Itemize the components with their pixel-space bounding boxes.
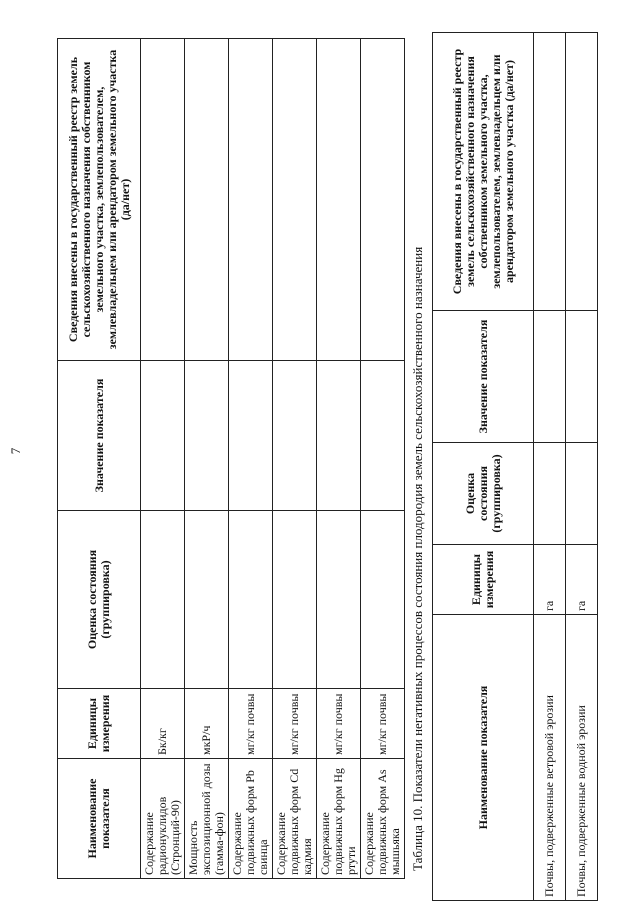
- header-unit: Единицы измерения: [433, 545, 534, 615]
- negative-processes-table: [432, 32, 598, 901]
- cell-registry: [229, 39, 273, 361]
- table-row: [141, 39, 185, 879]
- cell-unit: мкР/ч: [185, 689, 229, 759]
- cell-value: [273, 361, 317, 511]
- cell-name: Мощность экспозиционной дозы (гамма-фон): [185, 759, 229, 879]
- header-registry: Сведения внесены в государственный реестр земель сельскохозяйственного назначения собственником земельного участка, землепользователем, землевладельцем или арендатором земельного участка (да/нет): [58, 39, 141, 361]
- cell-unit: мг/кг почвы: [361, 689, 405, 759]
- header-registry: Сведения внесены в государственный реестр земель сельскохозяйственного назначения собственником земельного участка, землепользователем, землевладельцем или арендатором земельного участка (да/нет): [433, 33, 534, 311]
- header-grouping: Оценка состояния (группировка): [433, 443, 534, 545]
- cell-grouping: [566, 443, 598, 545]
- cell-registry: [141, 39, 185, 361]
- cell-registry: [566, 33, 598, 311]
- header-value: Значение показателя: [58, 361, 141, 511]
- table-row: [361, 39, 405, 879]
- cell-unit: мг/кг почвы: [229, 689, 273, 759]
- cell-registry: [534, 33, 566, 311]
- cell-name: Почвы, подверженные водной эрозии: [566, 615, 598, 901]
- radiation-contamination-table: [57, 38, 405, 879]
- table-header-row: [58, 39, 141, 879]
- header-grouping: Оценка состояния (группировка): [58, 511, 141, 689]
- cell-name: Содержание радионуклидов (Стронций-90): [141, 759, 185, 879]
- cell-grouping: [273, 511, 317, 689]
- table-body: [534, 33, 598, 901]
- header-unit: Единицы измерения: [58, 689, 141, 759]
- cell-name: Содержание подвижных форм Pb свинца: [229, 759, 273, 879]
- cell-unit: га: [534, 545, 566, 615]
- cell-grouping: [317, 511, 361, 689]
- table-body: [141, 39, 405, 879]
- header-indicator-name: Наименование показателя: [433, 615, 534, 901]
- cell-unit: Бк/кг: [141, 689, 185, 759]
- cell-unit: мг/кг почвы: [273, 689, 317, 759]
- page-number: 7: [8, 447, 23, 455]
- cell-name: Содержание подвижных форм Hg ртути: [317, 759, 361, 879]
- cell-grouping: [534, 443, 566, 545]
- table-row: [317, 39, 361, 879]
- cell-grouping: [229, 511, 273, 689]
- cell-unit: га: [566, 545, 598, 615]
- cell-value: [361, 361, 405, 511]
- cell-unit: мг/кг почвы: [317, 689, 361, 759]
- cell-value: [229, 361, 273, 511]
- table-row: [229, 39, 273, 879]
- table-row: [566, 33, 598, 901]
- cell-value: [534, 311, 566, 443]
- header-indicator-name: Наименование показателя: [58, 759, 141, 879]
- cell-value: [566, 311, 598, 443]
- cell-registry: [361, 39, 405, 361]
- header-value: Значение показателя: [433, 311, 534, 443]
- table-caption: Таблица 10. Показатели негативных процессов состояния плодородия земель сельскохозяйственного назначения: [410, 246, 425, 871]
- cell-name: Содержание подвижных форм As мышьяка: [361, 759, 405, 879]
- table-row: [534, 33, 566, 901]
- table-header-row: [433, 33, 534, 901]
- cell-value: [317, 361, 361, 511]
- cell-value: [185, 361, 229, 511]
- cell-registry: [185, 39, 229, 361]
- table-row: [273, 39, 317, 879]
- cell-grouping: [185, 511, 229, 689]
- cell-name: Почвы, подверженные ветровой эрозии: [534, 615, 566, 901]
- cell-registry: [317, 39, 361, 361]
- cell-grouping: [361, 511, 405, 689]
- cell-registry: [273, 39, 317, 361]
- cell-name: Содержание подвижных форм Cd кадмия: [273, 759, 317, 879]
- table-row: [185, 39, 229, 879]
- cell-value: [141, 361, 185, 511]
- cell-grouping: [141, 511, 185, 689]
